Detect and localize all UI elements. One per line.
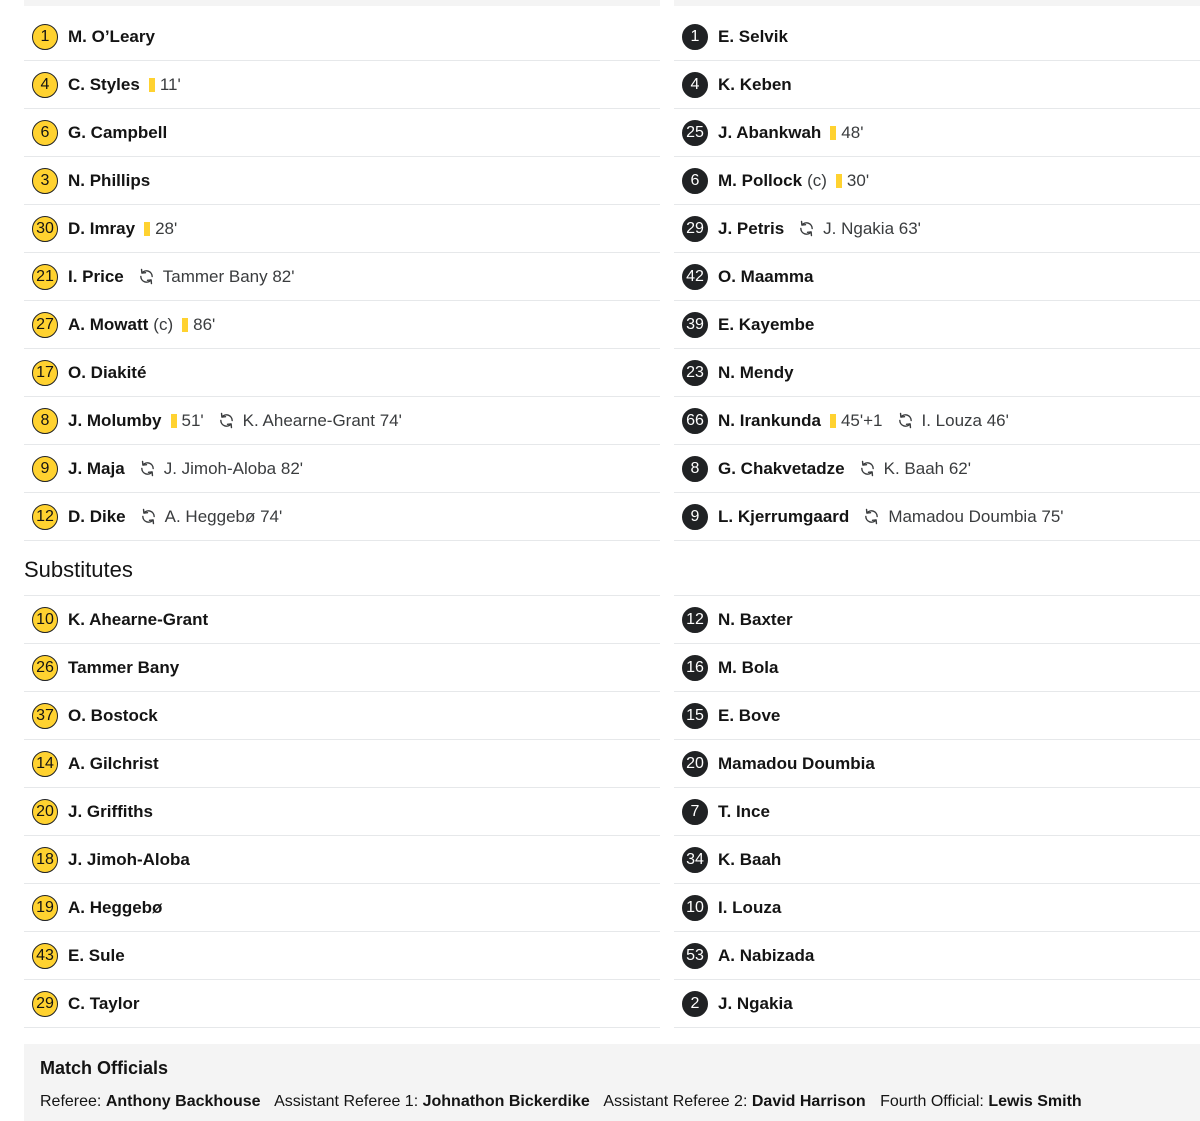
shirt-number-badge: 6: [682, 168, 708, 194]
player-name: E. Selvik: [718, 26, 788, 46]
substitution-event: [140, 507, 283, 527]
player-name: D. Imray: [68, 218, 136, 238]
booking-event: [182, 315, 215, 335]
player-name: O. Maamma: [718, 266, 814, 286]
shirt-number-badge: 37: [32, 703, 58, 729]
player-name: G. Chakvetadze: [718, 458, 845, 478]
captain-marker: (c): [153, 314, 174, 334]
shirt-number-badge: 9: [682, 504, 708, 530]
shirt-number-badge: 7: [682, 799, 708, 825]
shirt-number-badge: 43: [32, 943, 58, 969]
player-row[interactable]: [674, 644, 1200, 692]
player-name: J. Ngakia: [718, 993, 793, 1013]
player-name: J. Griffiths: [68, 801, 154, 821]
officials-list: [40, 1093, 1184, 1111]
shirt-number-badge: 53: [682, 943, 708, 969]
player-name: Mamadou Doumbia: [718, 753, 875, 773]
shirt-number-badge: 15: [682, 703, 708, 729]
player-row[interactable]: [24, 109, 660, 157]
player-row[interactable]: [674, 301, 1200, 349]
player-row[interactable]: [674, 253, 1200, 301]
player-row[interactable]: [24, 644, 660, 692]
player-name: N. Phillips: [68, 170, 151, 190]
substitution-player: Mamadou Doumbia 75': [888, 506, 1064, 526]
player-row[interactable]: [24, 932, 660, 980]
player-row[interactable]: [674, 109, 1200, 157]
shirt-number-badge: 18: [32, 847, 58, 873]
shirt-number-badge: 9: [32, 456, 58, 482]
player-row[interactable]: [674, 836, 1200, 884]
player-name: Tammer Bany: [68, 657, 180, 677]
player-name: T. Ince: [718, 801, 770, 821]
yellow-card-icon: [182, 318, 188, 332]
shirt-number-badge: 20: [32, 799, 58, 825]
away-substitutes-list: [674, 596, 1200, 1028]
home-starters-list: [24, 13, 660, 541]
match-officials-panel: [24, 1044, 1200, 1121]
booking-event: [836, 171, 869, 191]
substitution-event: [139, 459, 303, 479]
booking-minute: 11': [159, 74, 181, 94]
yellow-card-icon: [149, 78, 155, 92]
player-row[interactable]: [674, 932, 1200, 980]
home-substitutes-list: [24, 596, 660, 1028]
shirt-number-badge: 30: [32, 216, 58, 242]
player-row[interactable]: [674, 13, 1200, 61]
player-row[interactable]: [24, 884, 660, 932]
shirt-number-badge: 16: [682, 655, 708, 681]
away-lineup: [674, 13, 1200, 1028]
player-row[interactable]: [674, 788, 1200, 836]
player-name: I. Louza: [718, 897, 782, 917]
player-row[interactable]: [24, 397, 660, 445]
player-name: J. Abankwah: [718, 122, 822, 142]
shirt-number-badge: 21: [32, 264, 58, 290]
player-name: J. Jimoh-Aloba: [68, 849, 190, 869]
player-name: A. Mowatt: [68, 314, 149, 334]
booking-minute: 45'+1: [840, 410, 883, 430]
substitution-player: I. Louza 46': [921, 410, 1009, 430]
official-referee: [40, 1093, 261, 1110]
substitution-player: Tammer Bany 82': [162, 266, 295, 286]
shirt-number-badge: 34: [682, 847, 708, 873]
player-row[interactable]: [674, 61, 1200, 109]
booking-minute: 86': [193, 314, 216, 334]
player-name: N. Baxter: [718, 609, 793, 629]
shirt-number-badge: 1: [682, 24, 708, 50]
player-row[interactable]: [674, 493, 1200, 541]
substitution-player: J. Ngakia 63': [823, 218, 921, 238]
player-row[interactable]: [674, 397, 1200, 445]
shirt-number-badge: 12: [682, 607, 708, 633]
substitution-event: [897, 411, 1009, 431]
shirt-number-badge: 8: [682, 456, 708, 482]
official-name: Johnathon Bickerdike: [422, 1093, 590, 1110]
player-row[interactable]: [674, 596, 1200, 644]
booking-minute: 48': [841, 122, 864, 142]
shirt-number-badge: 2: [682, 991, 708, 1017]
booking-event: [149, 75, 181, 95]
shirt-number-badge: 25: [682, 120, 708, 146]
shirt-number-badge: 39: [682, 312, 708, 338]
shirt-number-badge: 66: [682, 408, 708, 434]
player-row[interactable]: [674, 692, 1200, 740]
player-name: I. Price: [68, 266, 124, 286]
substitution-icon: [140, 508, 157, 525]
player-row[interactable]: [24, 349, 660, 397]
official-name: Lewis Smith: [988, 1093, 1082, 1110]
substitution-event: [863, 507, 1063, 527]
player-name: E. Bove: [718, 705, 781, 725]
substitutes-heading: Substitutes: [24, 541, 660, 596]
substitution-event: [138, 267, 295, 287]
player-name: K. Baah: [718, 849, 782, 869]
player-row[interactable]: [24, 13, 660, 61]
player-row[interactable]: [674, 157, 1200, 205]
booking-event: [144, 219, 177, 239]
player-name: O. Diakité: [68, 362, 147, 382]
player-row[interactable]: [24, 836, 660, 884]
away-starters-list: [674, 13, 1200, 541]
official-role: Assistant Referee 1:: [274, 1093, 419, 1110]
player-row[interactable]: [674, 980, 1200, 1028]
substitution-icon: [218, 412, 235, 429]
player-row[interactable]: [24, 157, 660, 205]
player-name: E. Sule: [68, 945, 125, 965]
yellow-card-icon: [830, 126, 836, 140]
substitution-icon: [897, 412, 914, 429]
shirt-number-badge: 12: [32, 504, 58, 530]
official-role: Referee:: [40, 1093, 102, 1110]
player-row[interactable]: [24, 301, 660, 349]
player-row[interactable]: [24, 205, 660, 253]
player-name: A. Nabizada: [718, 945, 815, 965]
player-row[interactable]: [24, 788, 660, 836]
player-name: J. Molumby: [68, 410, 162, 430]
player-row[interactable]: [24, 61, 660, 109]
shirt-number-badge: 23: [682, 360, 708, 386]
shirt-number-badge: 6: [32, 120, 58, 146]
shirt-number-badge: 1: [32, 24, 58, 50]
player-row[interactable]: [24, 980, 660, 1028]
shirt-number-badge: 4: [682, 72, 708, 98]
official-role: Fourth Official:: [880, 1093, 984, 1110]
substitution-player: A. Heggebø 74': [164, 506, 283, 526]
player-row[interactable]: [24, 253, 660, 301]
player-row[interactable]: [674, 349, 1200, 397]
player-row[interactable]: [674, 740, 1200, 788]
away-top-strip: [674, 0, 1200, 6]
official-role: Assistant Referee 2:: [603, 1093, 748, 1110]
away-substitutes-divider: [674, 541, 1200, 596]
player-name: K. Ahearne-Grant: [68, 609, 209, 629]
player-name: K. Keben: [718, 74, 792, 94]
yellow-card-icon: [144, 222, 150, 236]
player-name: N. Mendy: [718, 362, 794, 382]
official-assistant-1: [274, 1093, 590, 1110]
player-name: C. Styles: [68, 74, 140, 94]
player-row[interactable]: [24, 445, 660, 493]
match-officials-heading: Match Officials: [40, 1058, 169, 1078]
home-top-strip: [24, 0, 660, 6]
yellow-card-icon: [836, 174, 842, 188]
official-name: Anthony Backhouse: [105, 1093, 261, 1110]
shirt-number-badge: 10: [682, 895, 708, 921]
player-row[interactable]: [674, 884, 1200, 932]
shirt-number-badge: 42: [682, 264, 708, 290]
booking-minute: 30': [846, 170, 870, 190]
player-name: M. O’Leary: [68, 26, 155, 46]
shirt-number-badge: 26: [32, 655, 58, 681]
booking-minute: 28': [155, 218, 178, 238]
shirt-number-badge: 8: [32, 408, 58, 434]
player-name: C. Taylor: [68, 993, 140, 1013]
shirt-number-badge: 20: [682, 751, 708, 777]
booking-event: [830, 123, 863, 143]
player-row[interactable]: [24, 493, 660, 541]
player-name: J. Petris: [718, 218, 785, 238]
substitution-player: J. Jimoh-Aloba 82': [163, 458, 304, 478]
booking-minute: 51': [181, 410, 204, 430]
substitution-player: K. Ahearne-Grant 74': [242, 410, 402, 430]
substitution-event: [218, 411, 402, 431]
captain-marker: (c): [807, 170, 827, 190]
substitution-icon: [798, 220, 815, 237]
substitution-player: K. Baah 62': [883, 458, 971, 478]
player-row[interactable]: [24, 692, 660, 740]
player-row[interactable]: [674, 205, 1200, 253]
booking-event: [171, 411, 204, 431]
shirt-number-badge: 14: [32, 751, 58, 777]
player-name: M. Pollock: [718, 170, 803, 190]
player-row[interactable]: [674, 445, 1200, 493]
player-name: O. Bostock: [68, 705, 158, 725]
player-name: J. Maja: [68, 458, 125, 478]
substitution-event: [798, 219, 921, 239]
shirt-number-badge: 17: [32, 360, 58, 386]
substitution-icon: [139, 460, 156, 477]
player-name: A. Gilchrist: [68, 753, 159, 773]
booking-event: [830, 411, 883, 431]
yellow-card-icon: [171, 414, 177, 428]
player-name: D. Dike: [68, 506, 126, 526]
official-name: David Harrison: [751, 1093, 866, 1110]
home-lineup: [24, 13, 660, 1028]
substitution-icon: [138, 268, 155, 285]
substitution-icon: [863, 508, 880, 525]
player-name: G. Campbell: [68, 122, 168, 142]
player-name: A. Heggebø: [68, 897, 163, 917]
player-row[interactable]: [24, 596, 660, 644]
official-assistant-2: [603, 1093, 865, 1110]
shirt-number-badge: 29: [682, 216, 708, 242]
player-name: E. Kayembe: [718, 314, 815, 334]
yellow-card-icon: [830, 414, 836, 428]
player-row[interactable]: [24, 740, 660, 788]
shirt-number-badge: 4: [32, 72, 58, 98]
shirt-number-badge: 19: [32, 895, 58, 921]
substitution-icon: [859, 460, 876, 477]
shirt-number-badge: 27: [32, 312, 58, 338]
substitution-event: [859, 459, 971, 479]
shirt-number-badge: 10: [32, 607, 58, 633]
shirt-number-badge: 29: [32, 991, 58, 1017]
player-name: M. Bola: [718, 657, 779, 677]
official-fourth: [880, 1093, 1082, 1110]
player-name: L. Kjerrumgaard: [718, 506, 850, 526]
player-name: N. Irankunda: [718, 410, 821, 430]
shirt-number-badge: 3: [32, 168, 58, 194]
